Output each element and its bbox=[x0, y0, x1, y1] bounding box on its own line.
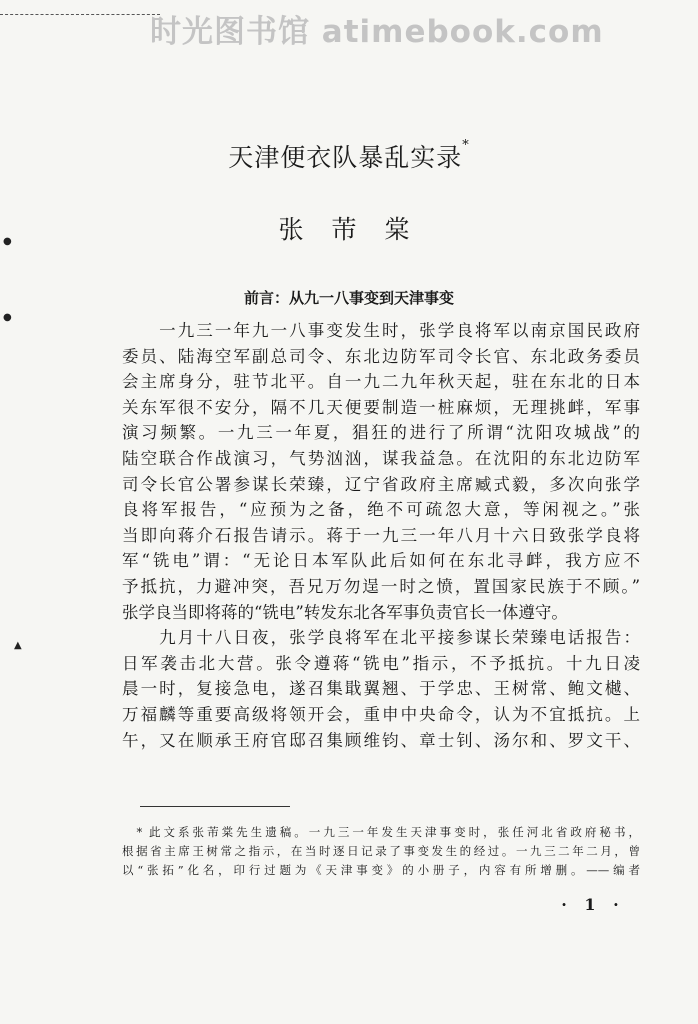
scan-speck: ▲ bbox=[14, 640, 22, 651]
footnote bbox=[122, 823, 640, 880]
text-line: 会主席身分，驻节北平。自一九二九年秋天起，驻在东北的日本 bbox=[122, 372, 640, 392]
text-line: 晨一时，复接急电，遂召集戢翼翘、于学忠、王树常、鲍文樾、 bbox=[122, 679, 640, 699]
text-line: 予抵抗，力避冲突，吾兄万勿逞一时之愤，置国家民族于不顾。” bbox=[122, 576, 640, 596]
text-line: 九月十八日夜，张学良将军在北平接参谋长荣臻电话报告： bbox=[122, 628, 640, 648]
title-text: 天津便衣队暴乱实录 bbox=[228, 143, 463, 172]
footnote-line: 根据省主席王树常之指示，在当时逐日记录了事变发生的经过。一九三二年二月，曾 bbox=[122, 844, 640, 858]
watermark: 时光图书馆 atimebook.com bbox=[150, 14, 604, 50]
top-dashed-rule bbox=[0, 14, 160, 15]
footnote-line: * 此文系张芾棠先生遗稿。一九三一年发生天津事变时，张任河北省政府秘书， bbox=[122, 825, 640, 839]
author-name: 张 芾 棠 bbox=[278, 215, 420, 244]
footnote-rule bbox=[140, 806, 290, 807]
title-footnote-marker: * bbox=[462, 138, 470, 153]
text-line: 良将军报告，“应预为之备，绝不可疏忽大意，等闲视之。”张 bbox=[122, 500, 640, 520]
article-title bbox=[0, 138, 698, 174]
text-line: 陆空联合作战演习，气势汹汹，谋我益急。在沈阳的东北边防军 bbox=[122, 448, 640, 468]
page-number: · 1 · bbox=[561, 895, 625, 914]
text-line: 张学良当即将蒋的“铣电”转发东北各军事负责官长一体遵守。 bbox=[122, 602, 568, 622]
text-line: 午，又在顺承王府官邸召集顾维钧、章士钊、汤尔和、罗文干、 bbox=[122, 730, 640, 750]
text-line: 一九三一年九一八事变发生时，张学良将军以南京国民政府 bbox=[122, 321, 640, 340]
text-line: 军“铣电”谓：“无论日本军队此后如何在东北寻衅，我方应不 bbox=[122, 551, 640, 571]
text-line: 委员、陆海空军副总司令、东北边防军司令长官、东北政务委员 bbox=[122, 346, 640, 366]
text-line: 当即向蒋介石报告请示。蒋于一九三一年八月十六日致张学良将 bbox=[122, 525, 640, 545]
footnote-line: 以“张拓”化名，印行过题为《天津事变》的小册子，内容有所增删。——编者 bbox=[122, 863, 640, 877]
text-line: 司令长官公署参谋长荣臻，辽宁省政府主席臧式毅，多次向张学 bbox=[122, 474, 640, 494]
preface-heading: 前言：从九一八事变到天津事变 bbox=[243, 289, 454, 307]
text-line: 演习频繁。一九三一年夏，猖狂的进行了所谓“沈阳攻城战”的 bbox=[122, 423, 640, 443]
text-line: 关东军很不安分，隔不几天便要制造一桩麻烦，无理挑衅，军事 bbox=[122, 397, 640, 417]
text-line: 日军袭击北大营。张令遵蒋“铣电”指示，不予抵抗。十九日凌 bbox=[122, 653, 640, 673]
body-text bbox=[122, 318, 640, 753]
scan-speck: ● bbox=[3, 236, 12, 247]
text-line: 万福麟等重要高级将领开会，重申中央命令，认为不宜抵抗。上 bbox=[122, 704, 640, 724]
scan-speck: ● bbox=[3, 312, 12, 323]
